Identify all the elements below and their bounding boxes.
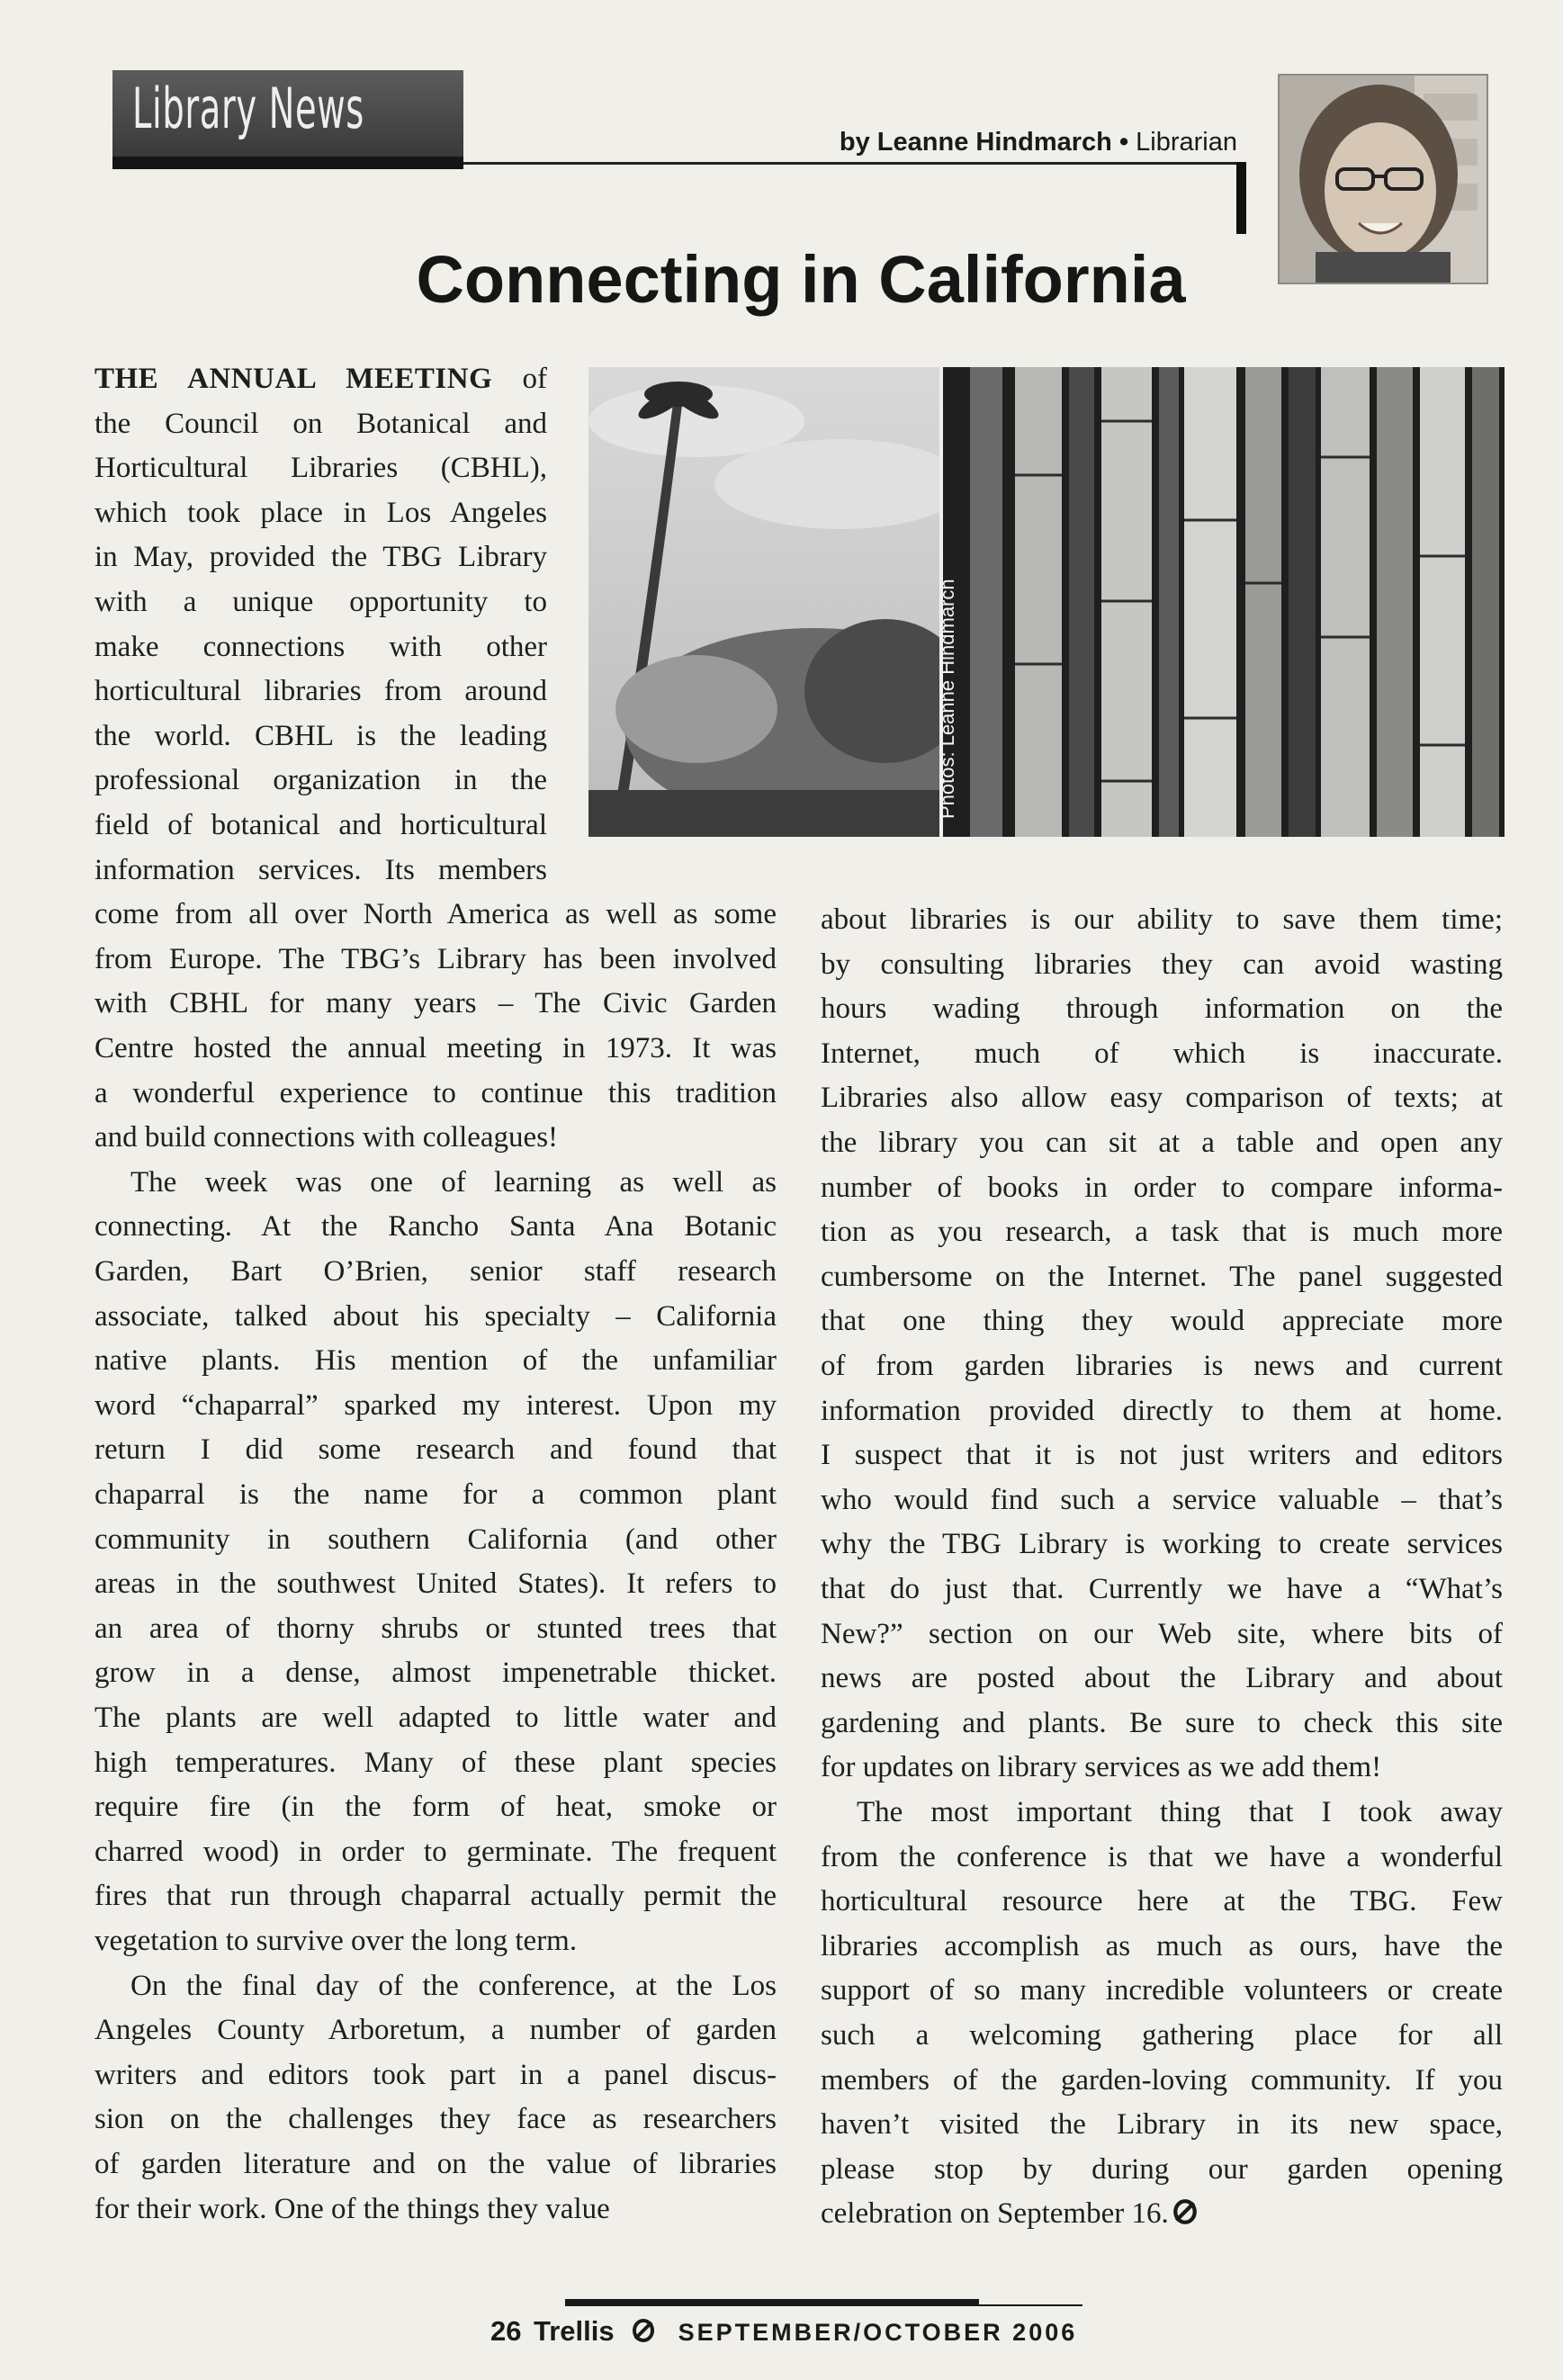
section-banner: [112, 70, 463, 169]
byline-separator: •: [1118, 128, 1129, 157]
text-line: for their work. One of the things they value: [94, 2192, 610, 2225]
text-line: native plants. His mention of the unfamiliar: [94, 1344, 777, 1378]
photo-credit-text: Photos: Leanne Hindmarch: [936, 579, 958, 819]
bamboo-image: [943, 367, 1505, 837]
text-line-content: for updates on library services as we add them!: [821, 1751, 1382, 1784]
text-line-content: Internet, much of which is inaccurate.: [821, 1037, 1503, 1070]
text-line: of garden literature and on the value of libraries: [94, 2148, 777, 2180]
text-line: [821, 1879, 1503, 1924]
author-portrait: [1278, 74, 1488, 284]
text-line: field of botanical and horticultural: [94, 809, 547, 841]
page-footer: [490, 2315, 1120, 2351]
text-line: associate, talked about his specialty – California: [94, 1299, 777, 1333]
text-line: [821, 1432, 1503, 1477]
issue-date: SEPTEMBER/OCTOBER 2006: [678, 2319, 1078, 2346]
end-of-article-icon: [1172, 2194, 1198, 2239]
photo-credit: [936, 367, 997, 837]
text-line: with CBHL for many years – The Civic Garden: [94, 987, 777, 1020]
text-line: in May, provided the TBG Library: [94, 541, 547, 574]
text-line-content: I suspect that it is not just writers and editors: [821, 1439, 1503, 1472]
palm-tree-photo: [588, 367, 939, 837]
text-line: the Council on Botanical and: [94, 407, 547, 440]
text-line: [821, 1343, 1503, 1388]
text-line: [821, 1567, 1503, 1612]
text-line: word “chaparral” sparked my interest. Upon my: [94, 1388, 777, 1422]
bamboo-photo: [943, 367, 1505, 837]
text-line-content: who would find such a service valuable – that’s: [821, 1483, 1503, 1516]
text-line: [821, 1522, 1503, 1567]
text-line-content: about libraries is our ability to save them time;: [821, 903, 1503, 936]
text-line-content: that do just that. Currently we have a “What’s: [821, 1573, 1503, 1605]
text-line-content: news are posted about the Library and about: [821, 1662, 1503, 1695]
text-line: horticultural libraries from around: [94, 675, 547, 708]
lead-in-text: THE ANNUAL MEETING: [94, 363, 493, 395]
text-line: return I did some research and found that: [94, 1433, 777, 1467]
text-line-content: celebration on September 16.: [821, 2197, 1169, 2231]
text-line: sion on the challenges they face as researchers: [94, 2103, 777, 2136]
text-line: [821, 1120, 1503, 1165]
text-line: charred wood) in order to germinate. The frequent: [94, 1835, 777, 1868]
text-line: [821, 1790, 1503, 1835]
text-line: with a unique opportunity to: [94, 586, 547, 618]
text-line: Garden, Bart O’Brien, senior staff research: [94, 1255, 777, 1288]
text-line: Centre hosted the annual meeting in 1973. It was: [94, 1032, 777, 1064]
text-line: [821, 2013, 1503, 2058]
text-line: [821, 1612, 1503, 1657]
text-line-content: Libraries also allow easy comparison of texts; at: [821, 1082, 1503, 1115]
page-number: 26: [490, 2315, 522, 2347]
text-line: [821, 897, 1503, 942]
section-label: Library News: [132, 76, 364, 141]
text-line: [821, 1745, 1503, 1790]
author-portrait-image: [1280, 76, 1487, 283]
text-line: chaparral is the name for a common plant: [94, 1478, 777, 1511]
text-line: [821, 1209, 1503, 1254]
text-line-content: information provided directly to them at home.: [821, 1394, 1503, 1427]
text-line: [821, 2191, 1503, 2236]
text-line-content: members of the garden-loving community. If you: [821, 2063, 1503, 2097]
text-line: fires that run through chaparral actually permit the: [94, 1880, 777, 1913]
text-line: [821, 1165, 1503, 1210]
text-line: [94, 356, 547, 401]
text-line-content: by consulting libraries they can avoid wasting: [821, 948, 1503, 981]
text-line: [821, 1835, 1503, 1880]
text-line-content: New?” section on our Web site, where bits of: [821, 1617, 1503, 1650]
text-line-content: libraries accomplish as much as ours, have the: [821, 1929, 1503, 1962]
text-line-content: the library you can sit at a table and open any: [821, 1127, 1503, 1159]
text-line: make connections with other: [94, 630, 547, 663]
byline-role: Librarian: [1136, 128, 1237, 157]
footer-rule-thin: [565, 2304, 1082, 2306]
trellis-logo-icon: [632, 2319, 655, 2349]
text-line: [821, 942, 1503, 987]
byline-name: by Leanne Hindmarch: [839, 128, 1112, 157]
text-line: [821, 1701, 1503, 1746]
text-line-content: such a welcoming gathering place for all: [821, 2019, 1503, 2052]
text-line: [821, 986, 1503, 1031]
publication-name: Trellis: [534, 2315, 615, 2347]
text-line: [821, 2058, 1503, 2103]
text-line: a wonderful experience to continue this tradition: [94, 1076, 777, 1109]
text-line: [821, 1031, 1503, 1076]
text-line: The plants are well adapted to little water and: [94, 1702, 777, 1734]
text-line-content: hours wading through information on the: [821, 992, 1503, 1026]
text-line: an area of thorny shrubs or stunted trees that: [94, 1612, 777, 1645]
text-line-content: haven’t visited the Library in its new space,: [821, 2108, 1503, 2142]
text-line: On the final day of the conference, at the Los: [130, 1969, 777, 2002]
text-line: areas in the southwest United States). It refers to: [94, 1567, 777, 1601]
text-line: information services. Its members: [94, 853, 547, 886]
text-line-content: of from garden libraries is news and current: [821, 1350, 1503, 1382]
header-rule: [463, 162, 1246, 165]
text-line: community in southern California (and other: [94, 1522, 777, 1556]
text-line: [821, 2147, 1503, 2192]
text-line-content: please stop by during our garden opening: [821, 2152, 1503, 2186]
text-line-content: gardening and plants. Be sure to check this site: [821, 1706, 1503, 1739]
text-line-content: that one thing they would appreciate more: [821, 1305, 1503, 1338]
text-line: [821, 1254, 1503, 1299]
text-line: vegetation to survive over the long term.: [94, 1925, 578, 1957]
text-line: professional organization in the: [94, 764, 547, 797]
text-line: grow in a dense, almost impenetrable thicket.: [94, 1657, 777, 1690]
text-line-content: number of books in order to compare informa-: [821, 1171, 1503, 1204]
text-line: [821, 2102, 1503, 2147]
text-line: connecting. At the Rancho Santa Ana Botanic: [94, 1210, 777, 1244]
text-line: Horticultural Libraries (CBHL),: [94, 452, 547, 485]
text-line-content: from the conference is that we have a wonderful: [821, 1840, 1503, 1873]
article-headline: Connecting in California: [416, 242, 1186, 317]
text-line: [821, 1924, 1503, 1969]
text-line: writers and editors took part in a panel discus-: [94, 2058, 777, 2091]
text-line: [821, 1477, 1503, 1522]
text-line: [821, 1968, 1503, 2013]
text-line-content: The most important thing that I took away: [857, 1796, 1503, 1828]
text-line: [821, 1656, 1503, 1701]
text-line-content: why the TBG Library is working to create services: [821, 1528, 1503, 1561]
text-line-content: horticultural resource here at the TBG. Few: [821, 1885, 1503, 1918]
text-line-content: support of so many incredible volunteers or create: [821, 1974, 1503, 2007]
text-line-content: tion as you research, a task that is much more: [821, 1216, 1503, 1249]
text-line: high temperatures. Many of these plant species: [94, 1746, 777, 1779]
text-line: [821, 1388, 1503, 1433]
text-line: Angeles County Arboretum, a number of garden: [94, 2014, 777, 2047]
text-line: [821, 1075, 1503, 1120]
palm-tree-image: [588, 367, 939, 837]
byline: [774, 128, 1237, 157]
text-line: require fire (in the form of heat, smoke or: [94, 1791, 777, 1824]
text-line: from Europe. The TBG’s Library has been involved: [94, 942, 777, 975]
text-line: the world. CBHL is the leading: [94, 719, 547, 752]
text-line: and build connections with colleagues!: [94, 1121, 559, 1154]
text-line: The week was one of learning as well as: [130, 1165, 777, 1199]
lead-in-rest: of: [492, 363, 547, 395]
text-line: which took place in Los Angeles: [94, 496, 547, 529]
header-rule-tick: [1236, 162, 1246, 234]
text-line-content: cumbersome on the Internet. The panel suggested: [821, 1260, 1503, 1293]
text-line: come from all over North America as well as some: [94, 898, 777, 931]
text-line: [821, 1298, 1503, 1343]
